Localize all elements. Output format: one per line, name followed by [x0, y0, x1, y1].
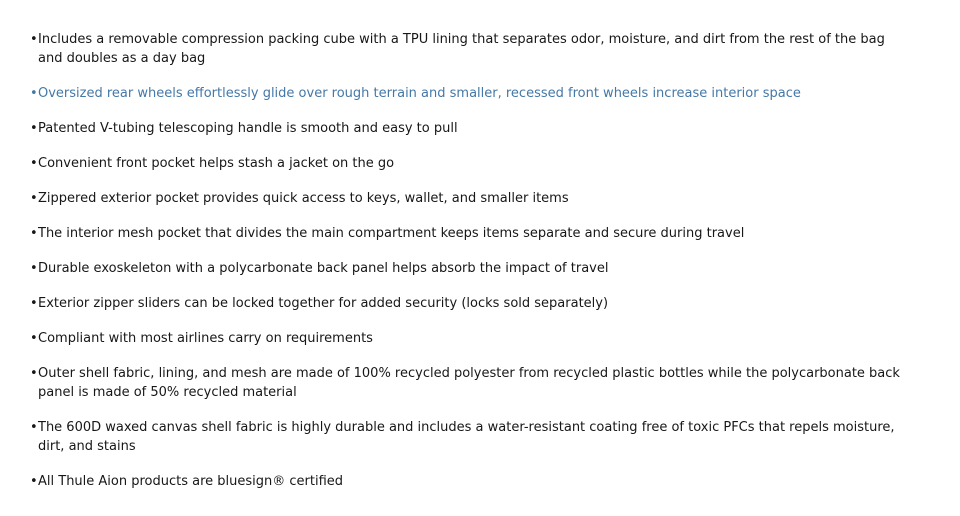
bullet-marker: •: [30, 191, 38, 206]
feature-text: The 600D waxed canvas shell fabric is highly durable and includes a water-resistant coating free of toxic PFCs that repels moisture, dirt, and stains: [38, 420, 895, 454]
bullet-marker: •: [30, 156, 38, 171]
bullet-marker: •: [30, 420, 38, 435]
feature-bullet-link[interactable]: [30, 84, 912, 103]
bullet-marker: •: [30, 86, 38, 101]
bullet-marker: •: [30, 474, 38, 489]
bullet-marker: •: [30, 226, 38, 241]
bullet-marker: •: [30, 296, 38, 311]
bullet-marker: •: [30, 121, 38, 136]
feature-text: Includes a removable compression packing cube with a TPU lining that separates odor, moisture, and dirt from the rest of the bag and doubles as a day bag: [38, 32, 885, 66]
bullet-marker: •: [30, 331, 38, 346]
feature-text: Zippered exterior pocket provides quick access to keys, wallet, and smaller items: [38, 191, 569, 206]
feature-bullet: [30, 224, 912, 243]
feature-text: Outer shell fabric, lining, and mesh are made of 100% recycled polyester from recycled plastic bottles while the polycarbonate back panel is made of 50% recycled material: [38, 366, 900, 400]
feature-text: Exterior zipper sliders can be locked together for added security (locks sold separately): [38, 296, 609, 311]
feature-text: Durable exoskeleton with a polycarbonate back panel helps absorb the impact of travel: [38, 261, 609, 276]
feature-bullet: [30, 364, 912, 402]
product-feature-list: [30, 30, 912, 491]
bullet-marker: •: [30, 366, 38, 381]
bullet-marker: •: [30, 32, 38, 47]
feature-text: The interior mesh pocket that divides the main compartment keeps items separate and secure during travel: [38, 226, 745, 241]
bullet-marker: •: [30, 261, 38, 276]
feature-text: Patented V-tubing telescoping handle is smooth and easy to pull: [38, 121, 458, 136]
feature-bullet: [30, 259, 912, 278]
feature-bullet: [30, 418, 912, 456]
feature-text: All Thule Aion products are bluesign® certified: [38, 474, 344, 489]
feature-text: Convenient front pocket helps stash a jacket on the go: [38, 156, 395, 171]
feature-bullet: [30, 189, 912, 208]
feature-text: Compliant with most airlines carry on requirements: [38, 331, 373, 346]
feature-bullet: [30, 294, 912, 313]
feature-bullet: [30, 30, 912, 68]
feature-bullet: [30, 472, 912, 491]
feature-bullet: [30, 154, 912, 173]
feature-text: Oversized rear wheels effortlessly glide over rough terrain and smaller, recessed front wheels increase interior space: [38, 86, 801, 101]
feature-bullet: [30, 329, 912, 348]
feature-bullet: [30, 119, 912, 138]
